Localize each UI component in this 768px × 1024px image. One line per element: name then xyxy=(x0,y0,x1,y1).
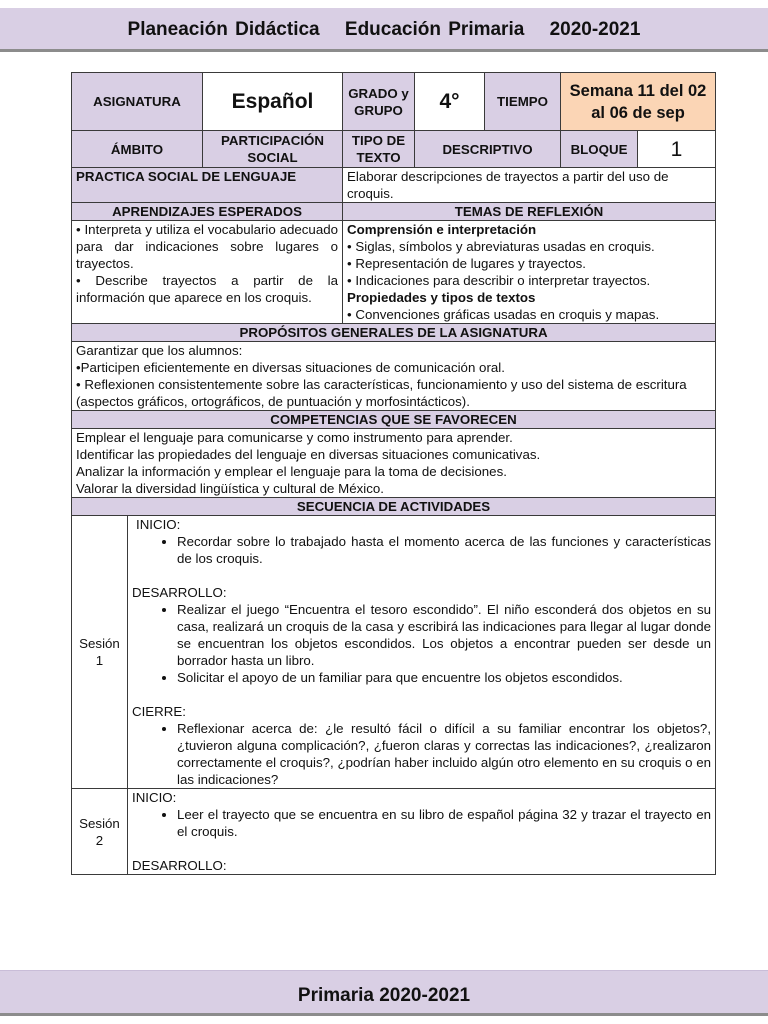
competencias-title: COMPETENCIAS QUE SE FAVORECEN xyxy=(72,411,716,429)
footer-text: Primaria 2020-2021 xyxy=(297,985,471,1006)
sesion-1-label: Sesión 1 xyxy=(72,516,128,789)
competencia-line: Identificar las propiedades del lenguaje en diversas situaciones comunicativas. xyxy=(76,447,541,462)
aprendizajes-title: APRENDIZAJES ESPERADOS xyxy=(72,203,343,221)
activity-item: • Leer el trayecto que se encuentra en su libro de español página 32 y trazar el trayecto en el croquis. xyxy=(177,806,711,840)
sesion-2-content xyxy=(128,789,716,875)
competencia-line: Analizar la información y emplear el lenguaje para la toma de decisiones. xyxy=(76,464,507,479)
header-ciclo: 2020-2021 xyxy=(549,19,641,40)
activity-item: • Realizar el juego “Encuentra el tesoro escondido”. El niño esconderá dos objetos en su casa, realizará un croquis de la casa y escribirá las indicaciones para llegar al lugar donde se encuentran los objetos escondidos. Los objetos a encontrar pueden ser desde un borrador hasta un libro. xyxy=(177,601,711,669)
inicio-heading: INICIO: xyxy=(132,790,177,805)
header-banner xyxy=(0,8,768,52)
grado-label: GRADO y GRUPO xyxy=(343,73,415,131)
header-planeacion: Planeación Didáctica xyxy=(127,19,320,40)
bloque-value: 1 xyxy=(638,131,716,168)
competencias-cell xyxy=(72,429,716,498)
activity-item: • Solicitar el apoyo de un familiar para que encuentre los objetos escondidos. xyxy=(177,669,711,686)
ambito-label: ÁMBITO xyxy=(72,131,203,168)
aprendizaje-item: • Describe trayectos a partir de la información que aparece en los croquis. xyxy=(76,273,339,305)
grado-value: 4° xyxy=(415,73,485,131)
secuencia-title: SECUENCIA DE ACTIVIDADES xyxy=(72,498,716,516)
activity-item: • Recordar sobre lo trabajado hasta el momento acerca de las funciones y características de los croquis. xyxy=(177,533,711,567)
aprendizaje-item: • Interpreta y utiliza el vocabulario adecuado para dar indicaciones sobre lugares o trayectos. xyxy=(76,222,339,271)
tiempo-value: Semana 11 del 02 al 06 de sep xyxy=(561,73,716,131)
temas-subtitle-2: Propiedades y tipos de textos xyxy=(347,290,536,305)
bloque-label: BLOQUE xyxy=(561,131,638,168)
tiempo-label: TIEMPO xyxy=(485,73,561,131)
propositos-cell xyxy=(72,342,716,411)
proposito-line: • Reflexionen consistentemente sobre las características, funcionamiento y uso del sistema de escritura (aspectos gráficos, ortográficos, de puntuación y morfosintácticos). xyxy=(76,377,687,409)
footer-banner xyxy=(0,970,768,1016)
ambito-value: PARTICIPACIÓN SOCIAL xyxy=(203,131,343,168)
propositos-title: PROPÓSITOS GENERALES DE LA ASIGNATURA xyxy=(72,324,716,342)
competencia-line: Valorar la diversidad lingüística y cultural de México. xyxy=(76,481,384,496)
desarrollo-heading: DESARROLLO: xyxy=(132,858,227,873)
practica-label: PRACTICA SOCIAL DE LENGUAJE xyxy=(72,168,343,203)
activity-item: • Reflexionar acerca de: ¿le resultó fácil o difícil a su familiar encontrar los objetos?, ¿tuvieron alguna complicación?, ¿fueron claras y correctas las indicaciones?, ¿realizaron correctamente el croquis?, ¿podrían haber incluido algún otro elemento en su croquis o en las indicaciones? xyxy=(177,720,711,788)
tema-item: • Indicaciones para describir o interpretar trayectos. xyxy=(347,273,651,288)
inicio-heading: INICIO: xyxy=(136,517,181,532)
tipo-texto-label: TIPO DE TEXTO xyxy=(343,131,415,168)
temas-title: TEMAS DE REFLEXIÓN xyxy=(343,203,716,221)
temas-cell xyxy=(343,221,716,324)
sesion-2-label: Sesión 2 xyxy=(72,789,128,875)
tema-item: • Siglas, símbolos y abreviaturas usadas en croquis. xyxy=(347,239,655,254)
asignatura-label: ASIGNATURA xyxy=(72,73,203,131)
tipo-texto-value: DESCRIPTIVO xyxy=(415,131,561,168)
header-educacion: Educación Primaria xyxy=(344,19,525,40)
desarrollo-heading: DESARROLLO: xyxy=(132,585,227,600)
aprendizajes-cell xyxy=(72,221,343,324)
tema-item: • Representación de lugares y trayectos. xyxy=(347,256,586,271)
tema-item: • Convenciones gráficas usadas en croquis y mapas. xyxy=(347,307,660,322)
proposito-line: •Participen eficientemente en diversas situaciones de comunicación oral. xyxy=(76,360,505,375)
proposito-line: Garantizar que los alumnos: xyxy=(76,343,243,358)
planning-table xyxy=(71,72,716,875)
cierre-heading: CIERRE: xyxy=(132,704,186,719)
practica-value: Elaborar descripciones de trayectos a partir del uso de croquis. xyxy=(343,168,716,203)
temas-subtitle-1: Comprensión e interpretación xyxy=(347,222,537,237)
competencia-line: Emplear el lenguaje para comunicarse y como instrumento para aprender. xyxy=(76,430,513,445)
sesion-1-content xyxy=(128,516,716,789)
asignatura-value: Español xyxy=(203,73,343,131)
